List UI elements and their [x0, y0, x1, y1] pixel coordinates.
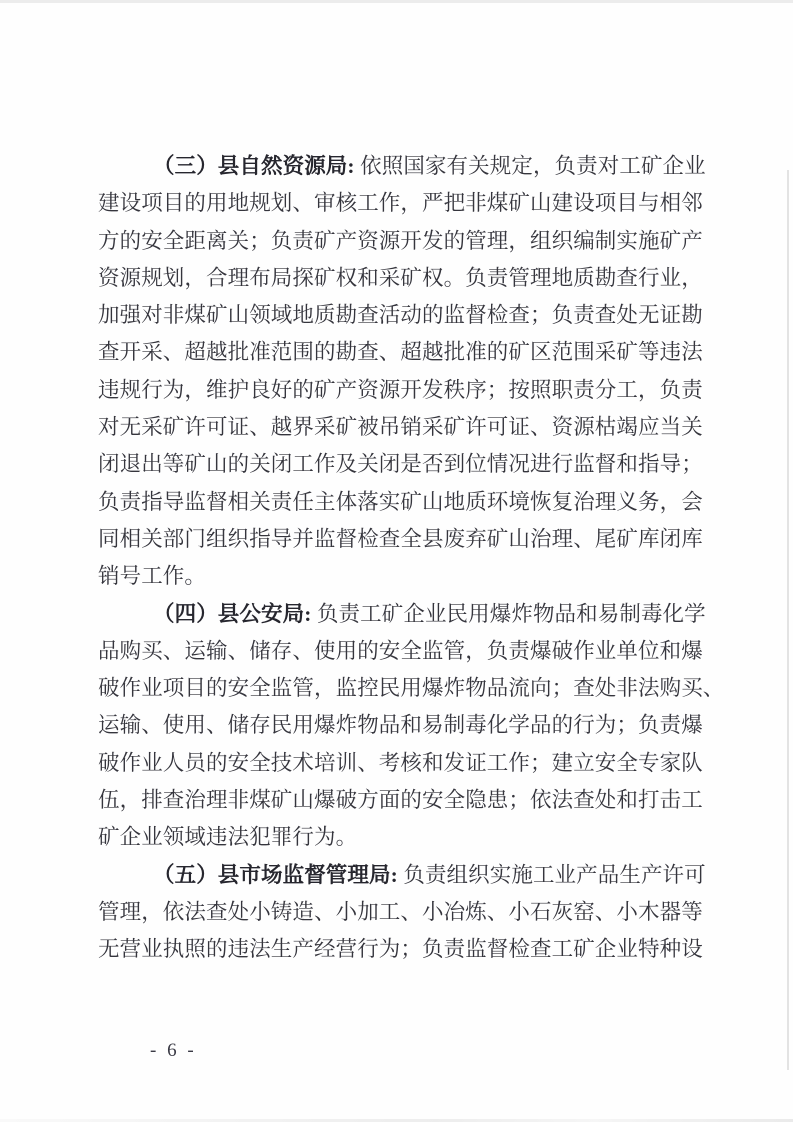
- text-line: 违规行为，维护良好的矿产资源开发秩序；按照职责分工，负责: [98, 377, 703, 402]
- clause-heading: （五）县市场监督管理局:: [153, 862, 398, 887]
- text-line: 管理，依法查处小铸造、小加工、小冶炼、小石灰窑、小木器等: [98, 899, 703, 924]
- text-line: 负责指导监督相关责任主体落实矿山地质环境恢复治理义务，会: [98, 489, 703, 514]
- text-line: 品购买、运输、储存、使用的安全监管，负责爆破作业单位和爆: [98, 638, 703, 663]
- document-body: [98, 148, 725, 969]
- text-line: 查开采、超越批准范围的勘查、超越批准的矿区范围采矿等违法: [98, 340, 703, 365]
- text-line: 方的安全距离关；负责矿产资源开发的管理，组织编制实施矿产: [98, 228, 703, 253]
- text-line: 加强对非煤矿山领域地质勘查活动的监督检查；负责查处无证勘: [98, 303, 703, 328]
- scan-edge-right: [787, 170, 789, 1070]
- scan-edge-top: [0, 0, 793, 3]
- text-line: 运输、使用、储存民用爆炸物品和易制毒化学品的行为；负责爆: [98, 713, 703, 738]
- text-line: （四）县公安局: 负责工矿企业民用爆炸物品和易制毒化学: [153, 601, 706, 626]
- text-line: 同相关部门组织指导并监督检查全县废弃矿山治理、尾矿库闭库: [98, 526, 703, 551]
- text-line: 矿企业领域违法犯罪行为。: [98, 825, 358, 850]
- text-line: 闭退出等矿山的关闭工作及关闭是否到位情况进行监督和指导；: [98, 452, 703, 477]
- text-line: 无营业执照的违法生产经营行为；负责监督检查工矿企业特种设: [98, 937, 703, 962]
- clause-heading: （三）县自然资源局:: [153, 154, 355, 178]
- text-line: 破作业项目的安全监管，监控民用爆炸物品流向；查处非法购买、: [98, 676, 725, 701]
- text-line: 建设项目的用地规划、审核工作，严把非煤矿山建设项目与相邻: [98, 191, 703, 216]
- clause-heading: （四）县公安局:: [153, 601, 312, 626]
- text-line: （五）县市场监督管理局: 负责组织实施工业产品生产许可: [153, 862, 706, 887]
- text-line: 伍，排查治理非煤矿山爆破方面的安全隐患；依法查处和打击工: [98, 788, 703, 813]
- text-line: 对无采矿许可证、越界采矿被吊销采矿许可证、资源枯竭应当关: [98, 415, 703, 440]
- clause-paragraph-3: [98, 857, 704, 969]
- text-line: （三）县自然资源局: 依照国家有关规定，负责对工矿企业: [153, 154, 706, 178]
- clause-paragraph-2: [98, 596, 725, 857]
- text-line: 资源规划，合理布局探矿权和采矿权。负责管理地质勘查行业，: [98, 265, 703, 290]
- page-number: - 6 -: [150, 1040, 197, 1061]
- text-line: 销号工作。: [98, 564, 207, 589]
- text-line: 破作业人员的安全技术培训、考核和发证工作；建立安全专家队: [98, 750, 703, 775]
- clause-paragraph-1: [98, 148, 704, 596]
